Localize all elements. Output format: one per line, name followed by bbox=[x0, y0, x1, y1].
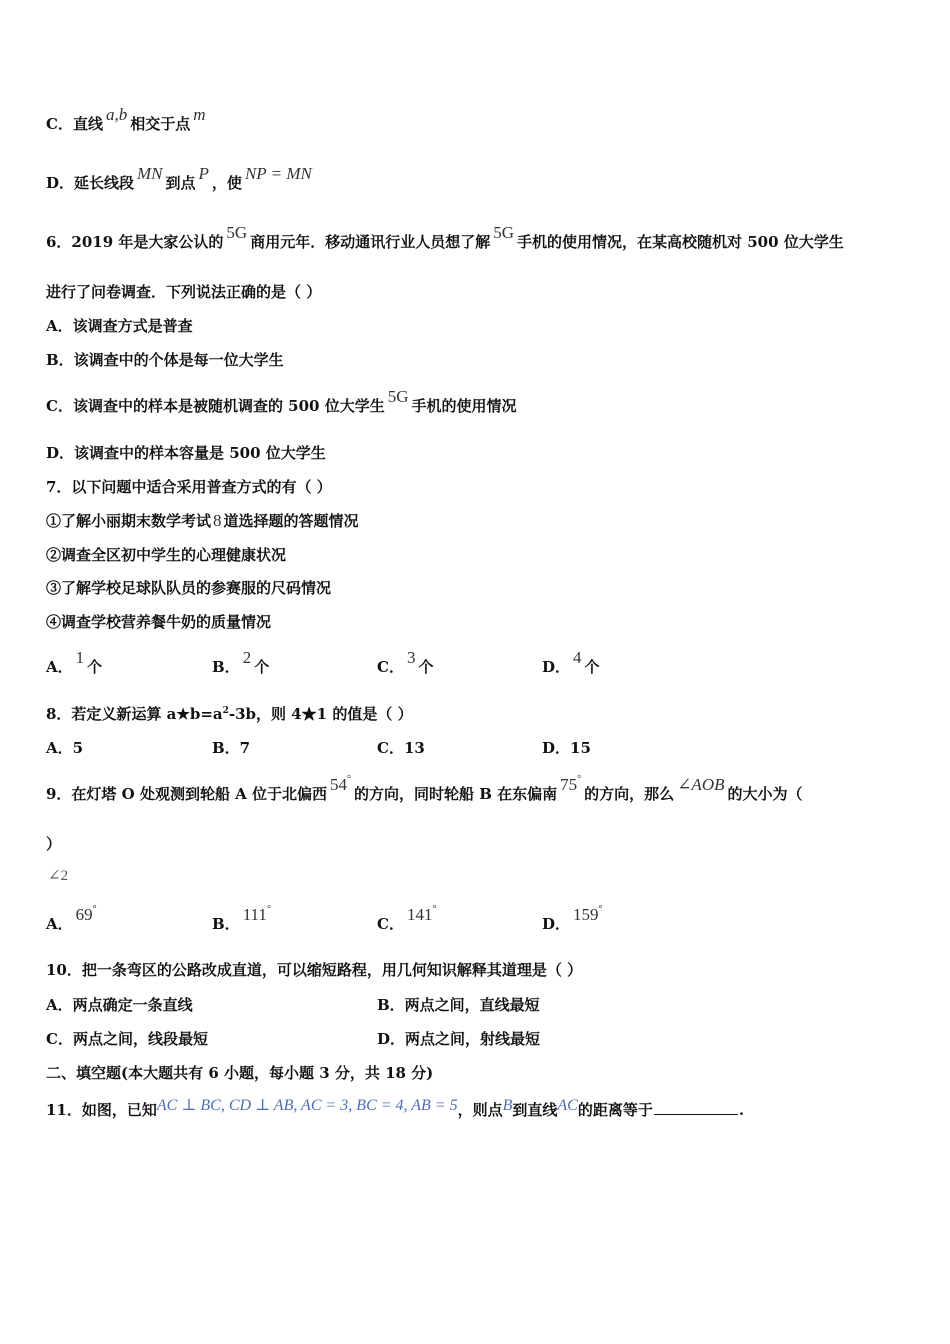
q8-option-a: A．5 bbox=[46, 739, 84, 757]
q8-option-d: D．15 bbox=[542, 739, 591, 757]
q7-item-3: ③了解学校足球队队员的参赛服的尺码情况 bbox=[46, 579, 332, 597]
q7-item-1: ①了解小丽期末数学考试 8 道选择题的答题情况 bbox=[46, 511, 359, 530]
q7-option-c: C． 3 个 bbox=[377, 648, 434, 676]
q5-option-c: C．直线 a,b 相交于点 m bbox=[46, 105, 206, 133]
q10-option-c: C．两点之间，线段最短 bbox=[46, 1030, 208, 1048]
q9-stem-close: ） bbox=[46, 835, 62, 853]
q7-option-b: B． 2 个 bbox=[212, 648, 270, 676]
answer-blank[interactable] bbox=[654, 1100, 738, 1115]
q8-option-c: C．13 bbox=[377, 739, 425, 757]
q10-option-d: D．两点之间，射线最短 bbox=[377, 1030, 541, 1048]
q11-stem: 11．如图，已知AC ⊥ BC, CD ⊥ AB, AC = 3, BC = 4, AB = 5，则点B到直线AC的距离等于 . bbox=[46, 1097, 745, 1119]
q11-condition: AC ⊥ BC, CD ⊥ AB, AC = 3, BC = 4, AB = 5 bbox=[156, 1097, 458, 1114]
q6-option-d: D．该调查中的样本容量是 500 位大学生 bbox=[46, 444, 326, 462]
q10-option-b: B．两点之间，直线最短 bbox=[377, 996, 540, 1014]
q6-option-b: B．该调查中的个体是每一位大学生 bbox=[46, 351, 284, 369]
q6-option-c: C．该调查中的样本是被随机调查的 500 位大学生 5G 手机的使用情况 bbox=[46, 387, 517, 415]
q9-option-c: C． 141° bbox=[377, 904, 437, 933]
q9-figure-label: ∠2 bbox=[48, 868, 69, 884]
q9-option-d: D． 159° bbox=[542, 904, 603, 933]
q10-option-a: A．两点确定一条直线 bbox=[46, 996, 193, 1014]
q8-stem: 8．若定义新运算 $a★b=a^2-3b$，则 4★1 的值是（ ） bbox=[46, 705, 413, 723]
q7-item-2: ②调查全区初中学生的心理健康状况 bbox=[46, 546, 287, 564]
q9-option-a: A． 69° bbox=[46, 904, 97, 933]
q6-stem-line1: 6．2019 年是大家公认的 5G 商用元年．移动通讯行业人员想了解 5G 手机的使用情况，在某高校随机对 500 位大学生 bbox=[46, 223, 844, 251]
q10-stem: 10．把一条弯区的公路改成直道，可以缩短路程，用几何知识解释其道理是（ ） bbox=[46, 961, 583, 979]
q9-option-b: B． 111° bbox=[212, 904, 271, 933]
q7-option-a: A． 1 个 bbox=[46, 648, 103, 676]
q8-option-b: B．7 bbox=[212, 739, 251, 757]
q9-stem: 9．在灯塔 O 处观测到轮船 A 位于北偏西 54°的方向，同时轮船 B 在东偏南 75°的方向，那么 ∠AOB 的大小为（ bbox=[46, 774, 803, 803]
q5-option-d: D．延长线段 MN 到点 P ，使 NP = MN bbox=[46, 164, 312, 192]
q7-item-4: ④调查学校营养餐牛奶的质量情况 bbox=[46, 613, 272, 631]
section-2-title: 二、填空题(本大题共有 6 小题，每小题 3 分，共 18 分) bbox=[46, 1064, 434, 1082]
q6-stem-line2: 进行了问卷调查．下列说法正确的是（ ） bbox=[46, 283, 322, 301]
q7-option-d: D． 4 个 bbox=[542, 648, 600, 676]
q6-option-a: A．该调查方式是普查 bbox=[46, 317, 193, 335]
q7-stem: 7．以下问题中适合采用普查方式的有（ ） bbox=[46, 478, 332, 496]
